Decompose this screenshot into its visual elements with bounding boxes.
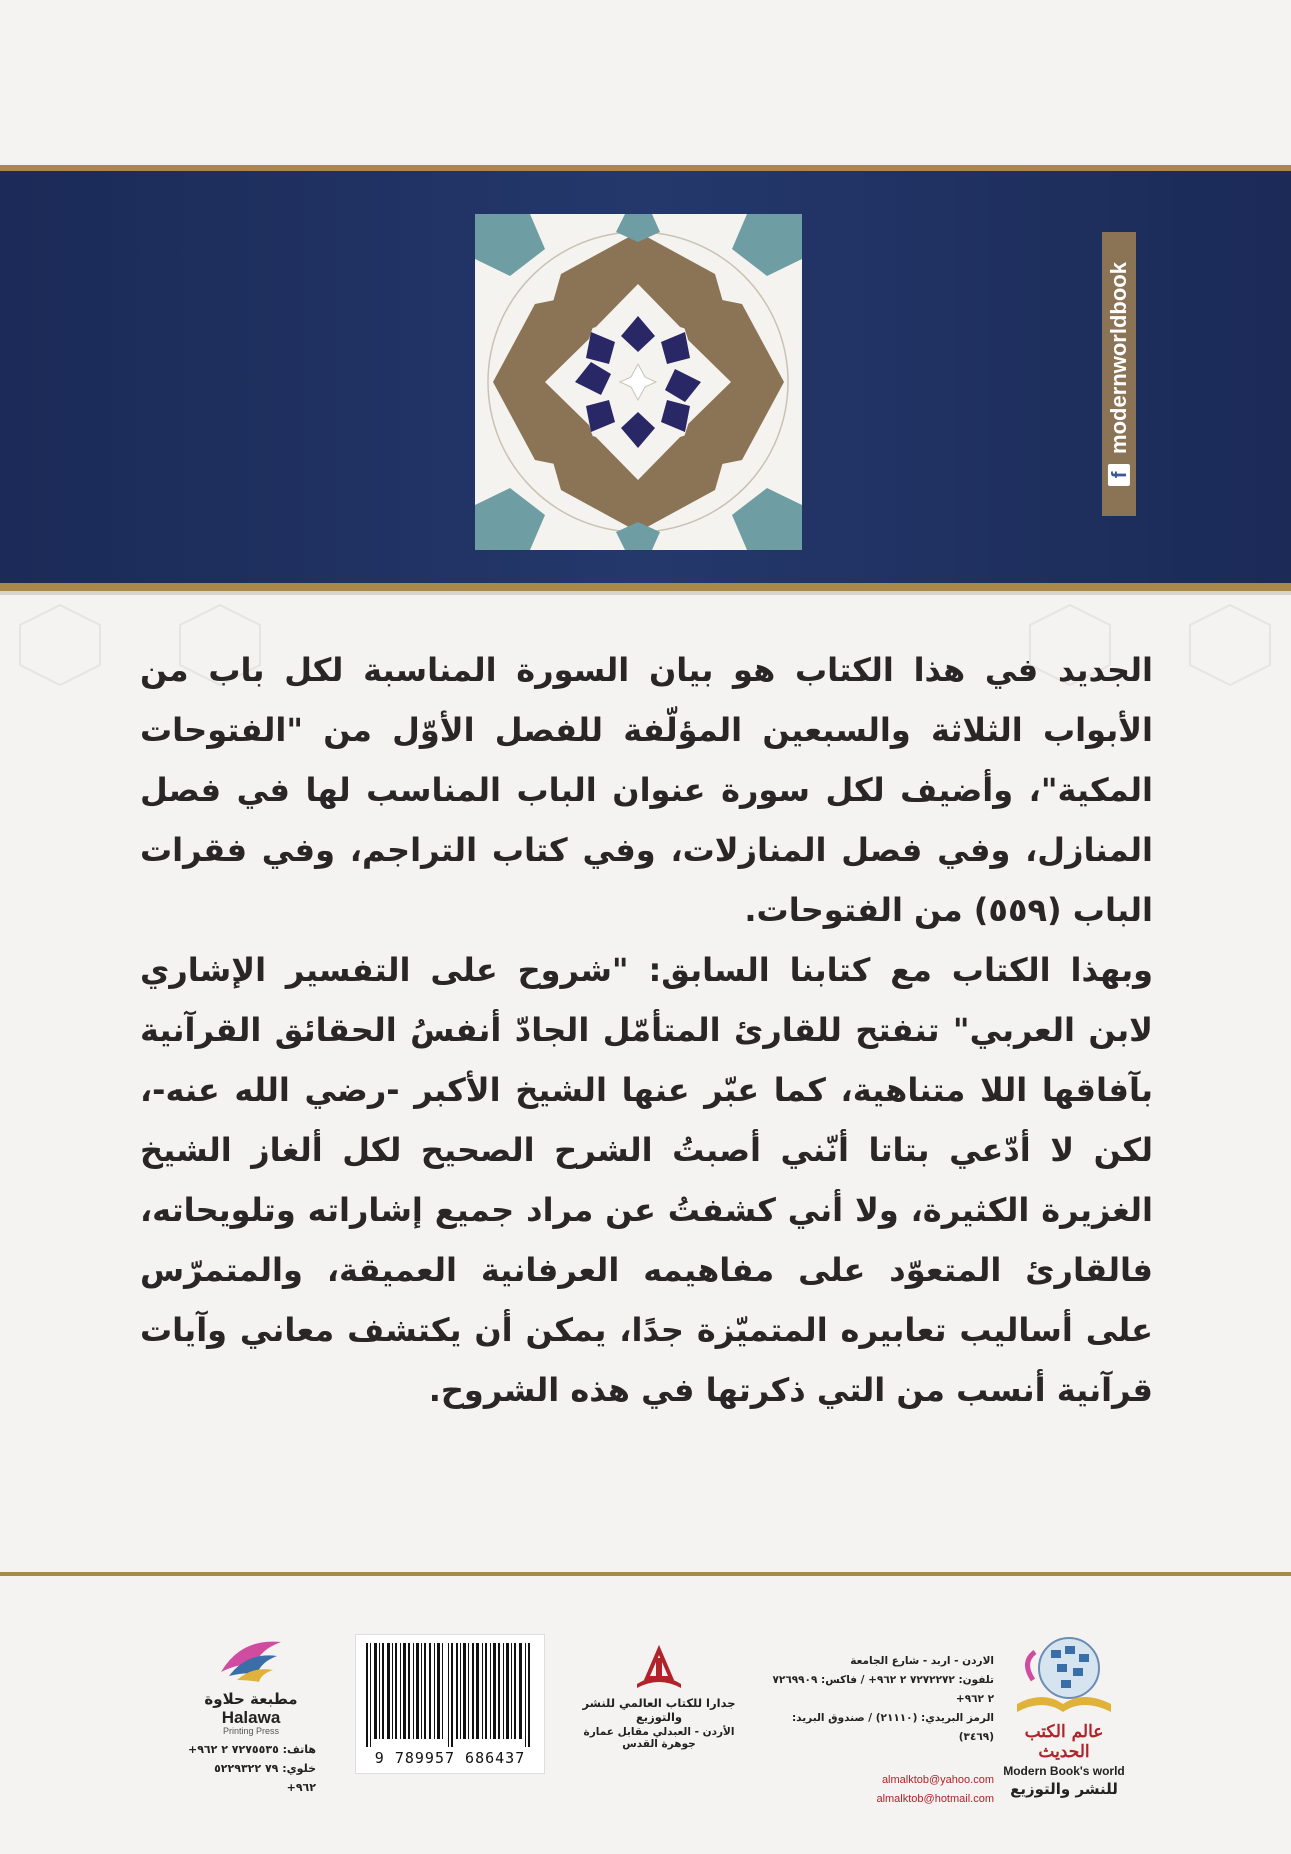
- distributor-name: جدارا للكتاب العالمي للنشر والتوزيع: [582, 1696, 736, 1724]
- publisher-phones: تلفون: ٧٢٧٢٢٧٢ ٢ ٩٦٢+ / فاكس: ٧٢٦٩٩٠٩ ٢ ٩٦٢+: [772, 1674, 994, 1705]
- distributor-block: [575, 1644, 743, 1750]
- blurb-paragraph: وبهذا الكتاب مع كتابنا السابق: "شروح على التفسير الإشاري لابن العربي" تنفتح للقارئ المتأمّل الجادّ أنفسُ الحقائق القرآنية بآفاقها اللا متناهية، كما عبّر عنها الشيخ الأكبر -رضي الله عنه-، لكن لا أدّعي بتاتا أنّني أصبتُ الشرح الصحيح لكل ألغاز الشيخ الغزيرة الكثيرة، ولا أني كشفتُ عن مراد جميع إشاراته وتلويحاته، فالقارئ المتعوّد على مفاهيمه العرفانية العميقة، والمتمرّس على أساليب تعابيره المتميّزة جدًا، يمكن أن يكتشف معاني وآيات قرآنية أنسب من التي ذكرتها في هذه الشروح.: [140, 951, 1153, 1409]
- publisher-postal: الرمز البريدي: (٢١١١٠) / صندوق البريد: (٣٤٦٩): [791, 1712, 994, 1743]
- back-cover-blurb: [140, 640, 1153, 1420]
- printer-block: [186, 1632, 316, 1797]
- publisher-name-en: Modern Book's world: [1003, 1764, 1125, 1778]
- publisher-name-ar: عالم الكتب الحديث: [1024, 1722, 1104, 1762]
- blurb-paragraph: الجديد في هذا الكتاب هو بيان السورة المناسبة لكل باب من الأبواب الثلاثة والسبعين المؤلّفة للفصل الأوّل من "الفتوحات المكية"، وأضيف لكل سورة عنوان الباب المناسب لها في فصل المنازل، وفي فصل المنازلات، وفي كتاب التراجم، وفي فقرات الباب (٥٥٩) من الفتوحات.: [140, 651, 1153, 929]
- globe-book-logo-icon: [1003, 1632, 1125, 1720]
- distributor-address: الأردن - العبدلي مقابل عمارة جوهرة القدس: [583, 1726, 735, 1750]
- facebook-tag: [1102, 232, 1136, 516]
- publisher-email[interactable]: almalktob@yahoo.com: [881, 1774, 994, 1786]
- isbn-number: 9 789957 686437: [374, 1749, 526, 1767]
- publisher-block: [1003, 1632, 1125, 1798]
- footer: [0, 1576, 1291, 1854]
- isbn-barcode: [355, 1634, 545, 1774]
- printer-mobile: خلوي: ٧٩ ٥٢٢٩٣٢٢ ٩٦٢+: [214, 1762, 316, 1794]
- barcode-icon: [364, 1643, 536, 1747]
- publisher-address: الاردن - اربد - شارع الجامعة: [850, 1655, 994, 1667]
- jadara-logo-icon: [629, 1644, 689, 1692]
- facebook-icon: f: [1108, 464, 1130, 486]
- printer-name-ar: مطبعة حلاوة: [204, 1690, 298, 1708]
- islamic-pattern-tile: [475, 214, 802, 550]
- printer-phone: هاتف: ٧٢٧٥٥٣٥ ٢ ٩٦٢+: [188, 1743, 316, 1756]
- facebook-handle: modernworldbook: [1106, 262, 1132, 454]
- publisher-email[interactable]: almalktob@hotmail.com: [876, 1793, 994, 1805]
- publisher-tagline: للنشر والتوزيع: [1010, 1780, 1118, 1798]
- printer-contact: [186, 1740, 316, 1797]
- printer-name-en: Halawa: [221, 1708, 281, 1727]
- halawa-bird-logo-icon: [211, 1632, 291, 1688]
- publisher-contact: [770, 1652, 994, 1809]
- printer-subtitle: Printing Press: [222, 1726, 280, 1736]
- band-gold-stripe: [0, 583, 1291, 591]
